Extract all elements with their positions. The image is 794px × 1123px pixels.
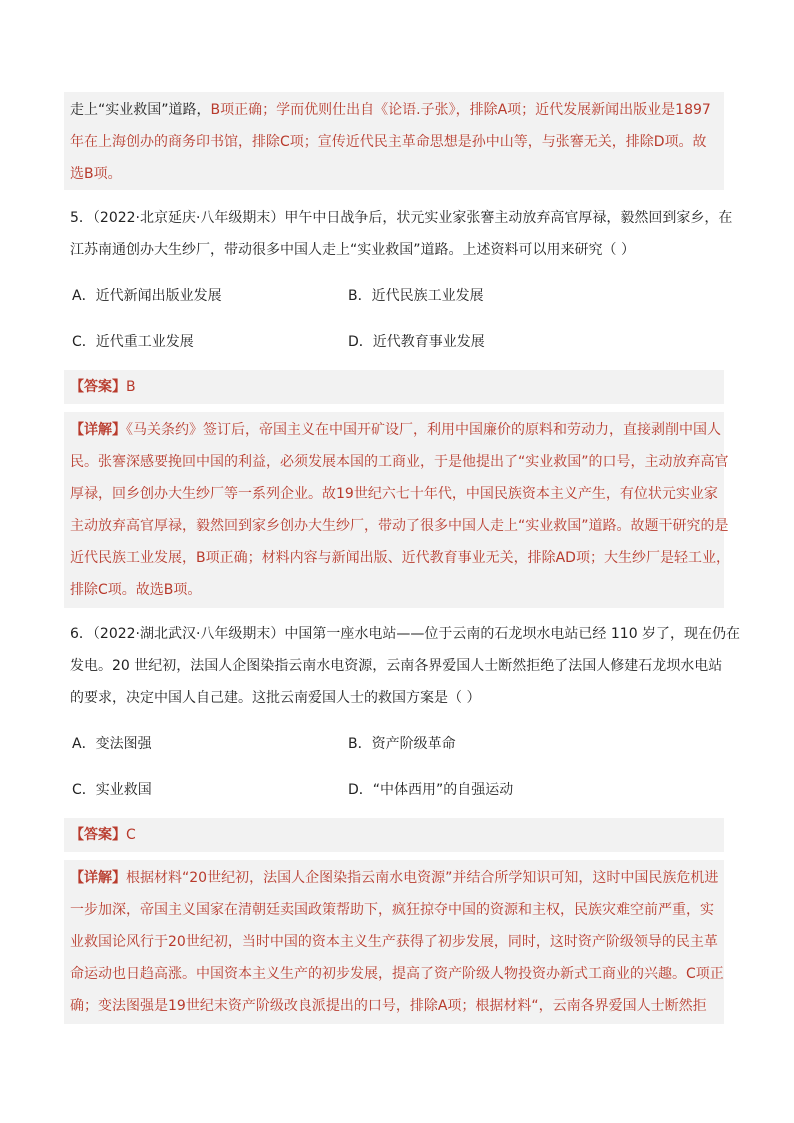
answer-line xyxy=(70,377,136,397)
option-letter: B． xyxy=(348,736,372,752)
option-c[interactable] xyxy=(72,332,194,352)
question-stem-line: 江苏南通创办大生纱厂，带动很多中国人走上“实业救国”道路。上述资料可以用来研究（ ） xyxy=(70,242,635,258)
answer-value: C xyxy=(126,827,136,843)
text-span: 近代民族工业发展， xyxy=(70,550,196,566)
answer-block xyxy=(64,370,724,404)
answer-label: 【答案】 xyxy=(70,379,126,395)
question-stem-line: 发电。20 世纪初，法国人企图染指云南水电资源，云南各界爱国人士断然拒绝了法国人修建石龙坝水电站 xyxy=(70,658,723,674)
text-span: C xyxy=(280,134,290,150)
text-span: B xyxy=(163,582,174,598)
detail-line xyxy=(70,132,707,152)
option-letter: D． xyxy=(348,334,373,350)
text-span: 20 xyxy=(168,934,186,950)
text-span: A xyxy=(437,998,448,1014)
option-text: 近代重工业发展 xyxy=(95,334,194,350)
text-span: 命运动也日趋高涨。中国资本主义生产的初步发展，提高了资产阶级人物投资办新式工商业的兴趣。 xyxy=(70,966,686,982)
option-text: 近代民族工业发展 xyxy=(371,288,484,304)
text-span: 项；大生纱厂是轻工业， xyxy=(575,550,730,566)
option-letter: B． xyxy=(348,288,372,304)
text-span: 世纪初，法国人企图染指云南水电资源”并结合所学知识可知，这时中国民族危机进 xyxy=(207,870,719,886)
detail-line: 民。张謇深感要挽回中国的利益，必须发展本国的工商业，于是他提出了“实业救国”的口号，主动放弃高官 xyxy=(70,454,729,470)
detail-label: 【详解】 xyxy=(70,870,126,886)
text-span: 19 xyxy=(168,998,186,1014)
text-span: 项正确；材料内容与新闻出版、近代教育事业无关，排除 xyxy=(205,550,556,566)
text-span: 根据材料“ xyxy=(126,870,190,886)
text-span: 项。故选 xyxy=(107,582,164,598)
option-d[interactable] xyxy=(348,780,513,800)
text-span: 项正 xyxy=(695,966,724,982)
question-stem-line: 的要求，决定中国人自己建。这批云南爱国人士的救国方案是（ ） xyxy=(70,690,481,706)
option-b[interactable] xyxy=(348,286,484,306)
answer-label: 【答案】 xyxy=(70,827,126,843)
detail-line xyxy=(70,548,730,568)
option-letter: D． xyxy=(348,782,373,798)
option-d[interactable] xyxy=(348,332,485,352)
option-text: 变法图强 xyxy=(95,736,152,752)
text-span: B xyxy=(196,550,206,566)
option-a[interactable] xyxy=(72,286,222,306)
option-b[interactable] xyxy=(348,734,456,754)
text-span: 项。 xyxy=(173,582,202,598)
option-letter: C． xyxy=(72,334,96,350)
option-letter: A． xyxy=(72,736,96,752)
text-span: 项正确；学而优则仕出自《论语.子张》，排除 xyxy=(220,102,498,118)
text-span: 《马关条约》签订后，帝国主义在中国开矿设厂，利用中国廉价的原料和劳动力，直接剥削中国人 xyxy=(126,422,721,438)
text-span: 世纪末资产阶级改良派提出的口号，排除 xyxy=(185,998,438,1014)
detail-line xyxy=(70,484,718,504)
text-span: D xyxy=(653,134,665,150)
option-text: 近代教育事业发展 xyxy=(372,334,485,350)
text-span: C xyxy=(686,966,696,982)
text-span: A xyxy=(497,102,508,118)
option-text: 资产阶级革命 xyxy=(371,736,456,752)
text-span: C xyxy=(98,582,108,598)
text-span: 确；变法图强是 xyxy=(70,998,168,1014)
option-c[interactable] xyxy=(72,780,152,800)
text-span: 世纪初，当时中国的资本主义生产获得了初步发展，同时，这时资产阶级领导的民主革 xyxy=(185,934,718,950)
text-span: 19 xyxy=(336,486,354,502)
detail-line xyxy=(70,100,711,120)
answer-value: B xyxy=(126,379,136,395)
detail-line: 主动放弃高官厚禄，毅然回到家乡创办大生纱厂，带动了很多中国人走上“实业救国”道路。故题干研究的是 xyxy=(70,518,729,534)
detail-line xyxy=(70,868,718,888)
detail-line xyxy=(70,580,201,600)
detail-line xyxy=(70,964,724,984)
answer-line xyxy=(70,825,136,845)
text-span: 项。 xyxy=(93,166,122,182)
answer-block xyxy=(64,818,724,852)
text-span: 项；根据材料“，云南各界爱国人士断然拒 xyxy=(447,998,707,1014)
option-letter: C． xyxy=(72,782,96,798)
text-span: B xyxy=(84,166,94,182)
text-span: 1897 xyxy=(675,102,711,118)
detail-line xyxy=(70,164,122,184)
text-span: 项；宣传近代民主革命思想是孙中山等，与张謇无关，排除 xyxy=(289,134,654,150)
text-span: 项。故 xyxy=(664,134,707,150)
question-stem-line: 6．（2022·湖北武汉·八年级期末）中国第一座水电站——位于云南的石龙坝水电站已经 110 岁了，现在仍在 xyxy=(70,626,741,642)
text-span: 排除 xyxy=(70,582,98,598)
text-span: 年在上海创办的商务印书馆，排除 xyxy=(70,134,280,150)
option-a[interactable] xyxy=(72,734,152,754)
option-text: “中体西用”的自强运动 xyxy=(372,782,514,798)
text-span: 项；近代发展新闻出版业是 xyxy=(507,102,676,118)
answer-detail-block xyxy=(64,412,724,608)
text-span: 选 xyxy=(70,166,84,182)
text-span: 世纪六七十年代，中国民族资本主义产生，有位状元实业家 xyxy=(353,486,718,502)
detail-line xyxy=(70,996,707,1016)
option-letter: A． xyxy=(72,288,96,304)
option-text: 近代新闻出版业发展 xyxy=(95,288,222,304)
text-span: 厚禄，回乡创办大生纱厂等一系列企业。故 xyxy=(70,486,336,502)
option-text: 实业救国 xyxy=(95,782,152,798)
detail-line xyxy=(70,420,721,440)
text-span: B xyxy=(210,102,221,118)
text-span: 走上“实业救国”道路， xyxy=(70,102,211,118)
question-stem-line: 5．（2022·北京延庆·八年级期末）甲午中日战争后，状元实业家张謇主动放弃高官厚禄，毅然回到家乡，在 xyxy=(70,210,733,226)
text-span: 20 xyxy=(189,870,208,886)
text-span: 业救国论风行于 xyxy=(70,934,168,950)
detail-label: 【详解】 xyxy=(70,422,126,438)
detail-line: 一步加深，帝国主义国家在清朝廷卖国政策帮助下，疯狂掠夺中国的资源和主权，民族灾难空前严重，实 xyxy=(70,902,714,918)
detail-line xyxy=(70,932,718,952)
text-span: AD xyxy=(555,550,576,566)
